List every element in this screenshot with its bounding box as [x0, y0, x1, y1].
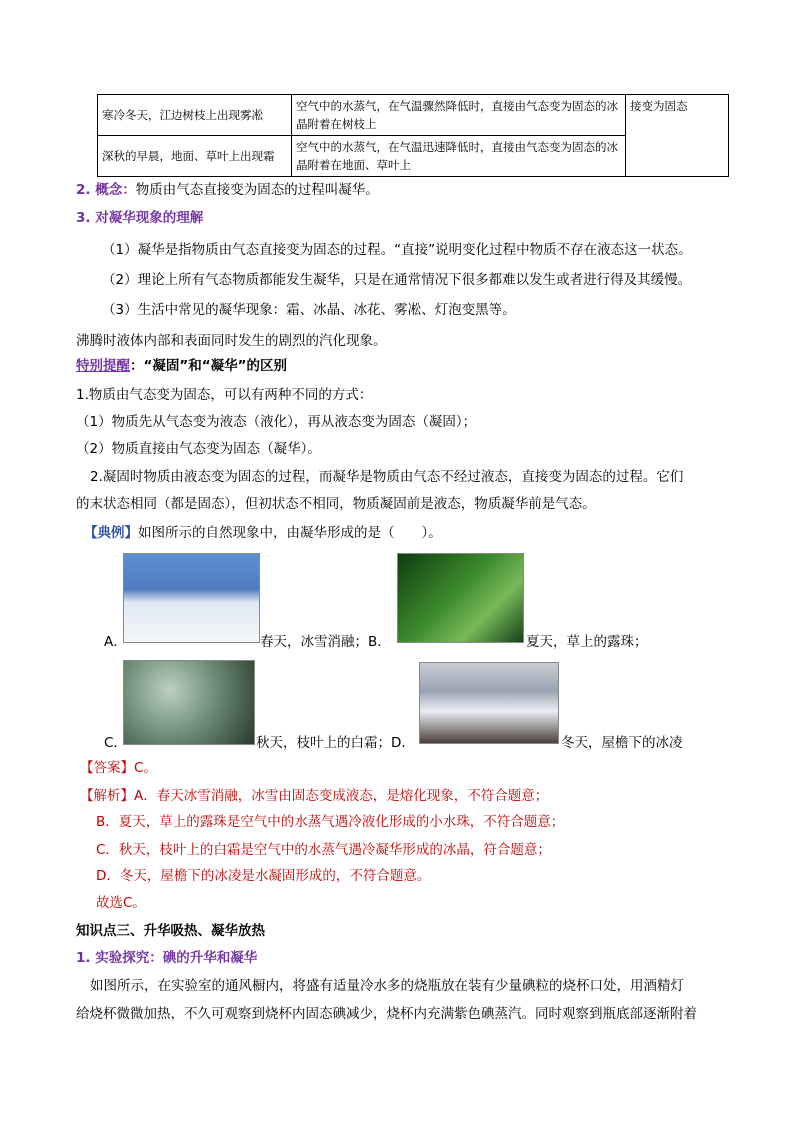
experiment-line: 如图所示，在实验室的通风橱内，将盛有适量冷水多的烧瓶放在装有少量碘粒的烧杯口处，用酒精灯	[90, 978, 684, 994]
experiment-heading: 1. 实验探究：碘的升华和凝华	[76, 950, 258, 966]
option-c-text: 秋天，枝叶上的白霜；D．	[256, 735, 415, 751]
answer-label: 【答案】	[80, 760, 134, 776]
frost-examples-table	[97, 94, 729, 177]
table-cell: 深秋的早晨，地面、草叶上出现霜	[98, 136, 292, 177]
analysis-line	[80, 786, 548, 806]
option-a-text: 春天，冰雪消融；B．	[260, 634, 391, 650]
list-item: （3）生活中常见的凝华现象：霜、冰晶、冰花、雾凇、灯泡变黑等。	[102, 302, 516, 318]
analysis-line: B．夏天，草上的露珠是空气中的水蒸气遇冷液化形成的小水珠，不符合题意；	[96, 814, 565, 830]
reminder-line: 2.凝固时物质由液态变为固态的过程，而凝华是物质由气态不经过液态，直接变为固态的过程。它们	[90, 469, 684, 485]
frost-leaves-photo	[123, 660, 255, 745]
answer-line	[80, 758, 157, 778]
reminder-line: （1）物质先从气态变为液态（液化），再从液态变为固态（凝固）；	[76, 414, 477, 430]
conclusion-line: 故选C。	[96, 895, 146, 911]
reminder-heading	[76, 356, 287, 376]
table-cell: 寒冷冬天，江边树枝上出现雾凇	[98, 95, 292, 136]
option-d-text: 冬天，屋檐下的冰凌	[561, 735, 683, 751]
reminder-line: （2）物质直接由气态变为固态（凝华）。	[76, 441, 321, 457]
option-b-text: 夏天，草上的露珠；	[526, 634, 648, 650]
example-label: 【典例】	[84, 525, 138, 541]
example-question	[84, 523, 442, 543]
reminder-line: 的末状态相同（都是固态），但初状态不相同，物质凝固前是液态，物质凝华前是气态。	[76, 496, 596, 512]
analysis-label: 【解析】	[80, 788, 134, 804]
answer-value: C。	[134, 760, 157, 776]
list-item: （1）凝华是指物质由气态直接变为固态的过程。“直接”说明变化过程中物质不存在液态这一状态。	[102, 242, 692, 258]
analysis-line: C．秋天，枝叶上的白霜是空气中的水蒸气遇冷凝华形成的冰晶，符合题意；	[96, 842, 551, 858]
concept-text: 物质由气态直接变为固态的过程叫凝华。	[135, 182, 379, 198]
boiling-line: 沸腾时液体内部和表面同时发生的剧烈的汽化现象。	[76, 333, 387, 349]
reminder-line: 1.物质由气态变为固态，可以有两种不同的方式：	[76, 387, 373, 403]
knowledge-point-heading: 知识点三、升华吸热、凝华放热	[76, 923, 265, 939]
list-item: （2）理论上所有气态物质都能发生凝华，只是在通常情况下很多都难以发生或者进行得及其缓慢。	[102, 272, 692, 288]
snow-melting-photo	[123, 553, 260, 643]
example-text: 如图所示的自然现象中，由凝华形成的是（ ）。	[138, 525, 442, 541]
concept-label: 2. 概念	[76, 182, 123, 198]
table-cell: 空气中的水蒸气，在气温迅速降低时，直接由气态变为固态的冰晶附着在地面、草叶上	[292, 136, 626, 177]
table-row	[98, 95, 729, 136]
dewdrop-grass-photo	[397, 553, 524, 643]
option-c-letter: C．	[104, 735, 127, 751]
concept-line: 2. 概念：物质由气态直接变为固态的过程叫凝华。	[76, 182, 379, 198]
understanding-heading: 3. 对凝华现象的理解	[76, 210, 204, 226]
experiment-line: 给烧杯微微加热，不久可观察到烧杯内固态碘减少，烧杯内充满紫色碘蒸汽。同时观察到瓶底部逐渐附着	[76, 1006, 697, 1022]
reminder-title: ：“凝固”和“凝华”的区别	[130, 358, 287, 374]
table-cell: 接变为固态	[626, 95, 729, 177]
icicles-eaves-photo	[419, 662, 559, 744]
analysis-line: D．冬天，屋檐下的冰凌是水凝固形成的，不符合题意。	[96, 868, 431, 884]
analysis-text: A．春天冰雪消融，冰雪由固态变成液态，是熔化现象，不符合题意；	[134, 788, 549, 804]
option-a-letter: A．	[104, 634, 127, 650]
reminder-label: 特别提醒	[76, 358, 130, 374]
table-cell: 空气中的水蒸气，在气温骤然降低时，直接由气态变为固态的冰晶附着在树枝上	[292, 95, 626, 136]
